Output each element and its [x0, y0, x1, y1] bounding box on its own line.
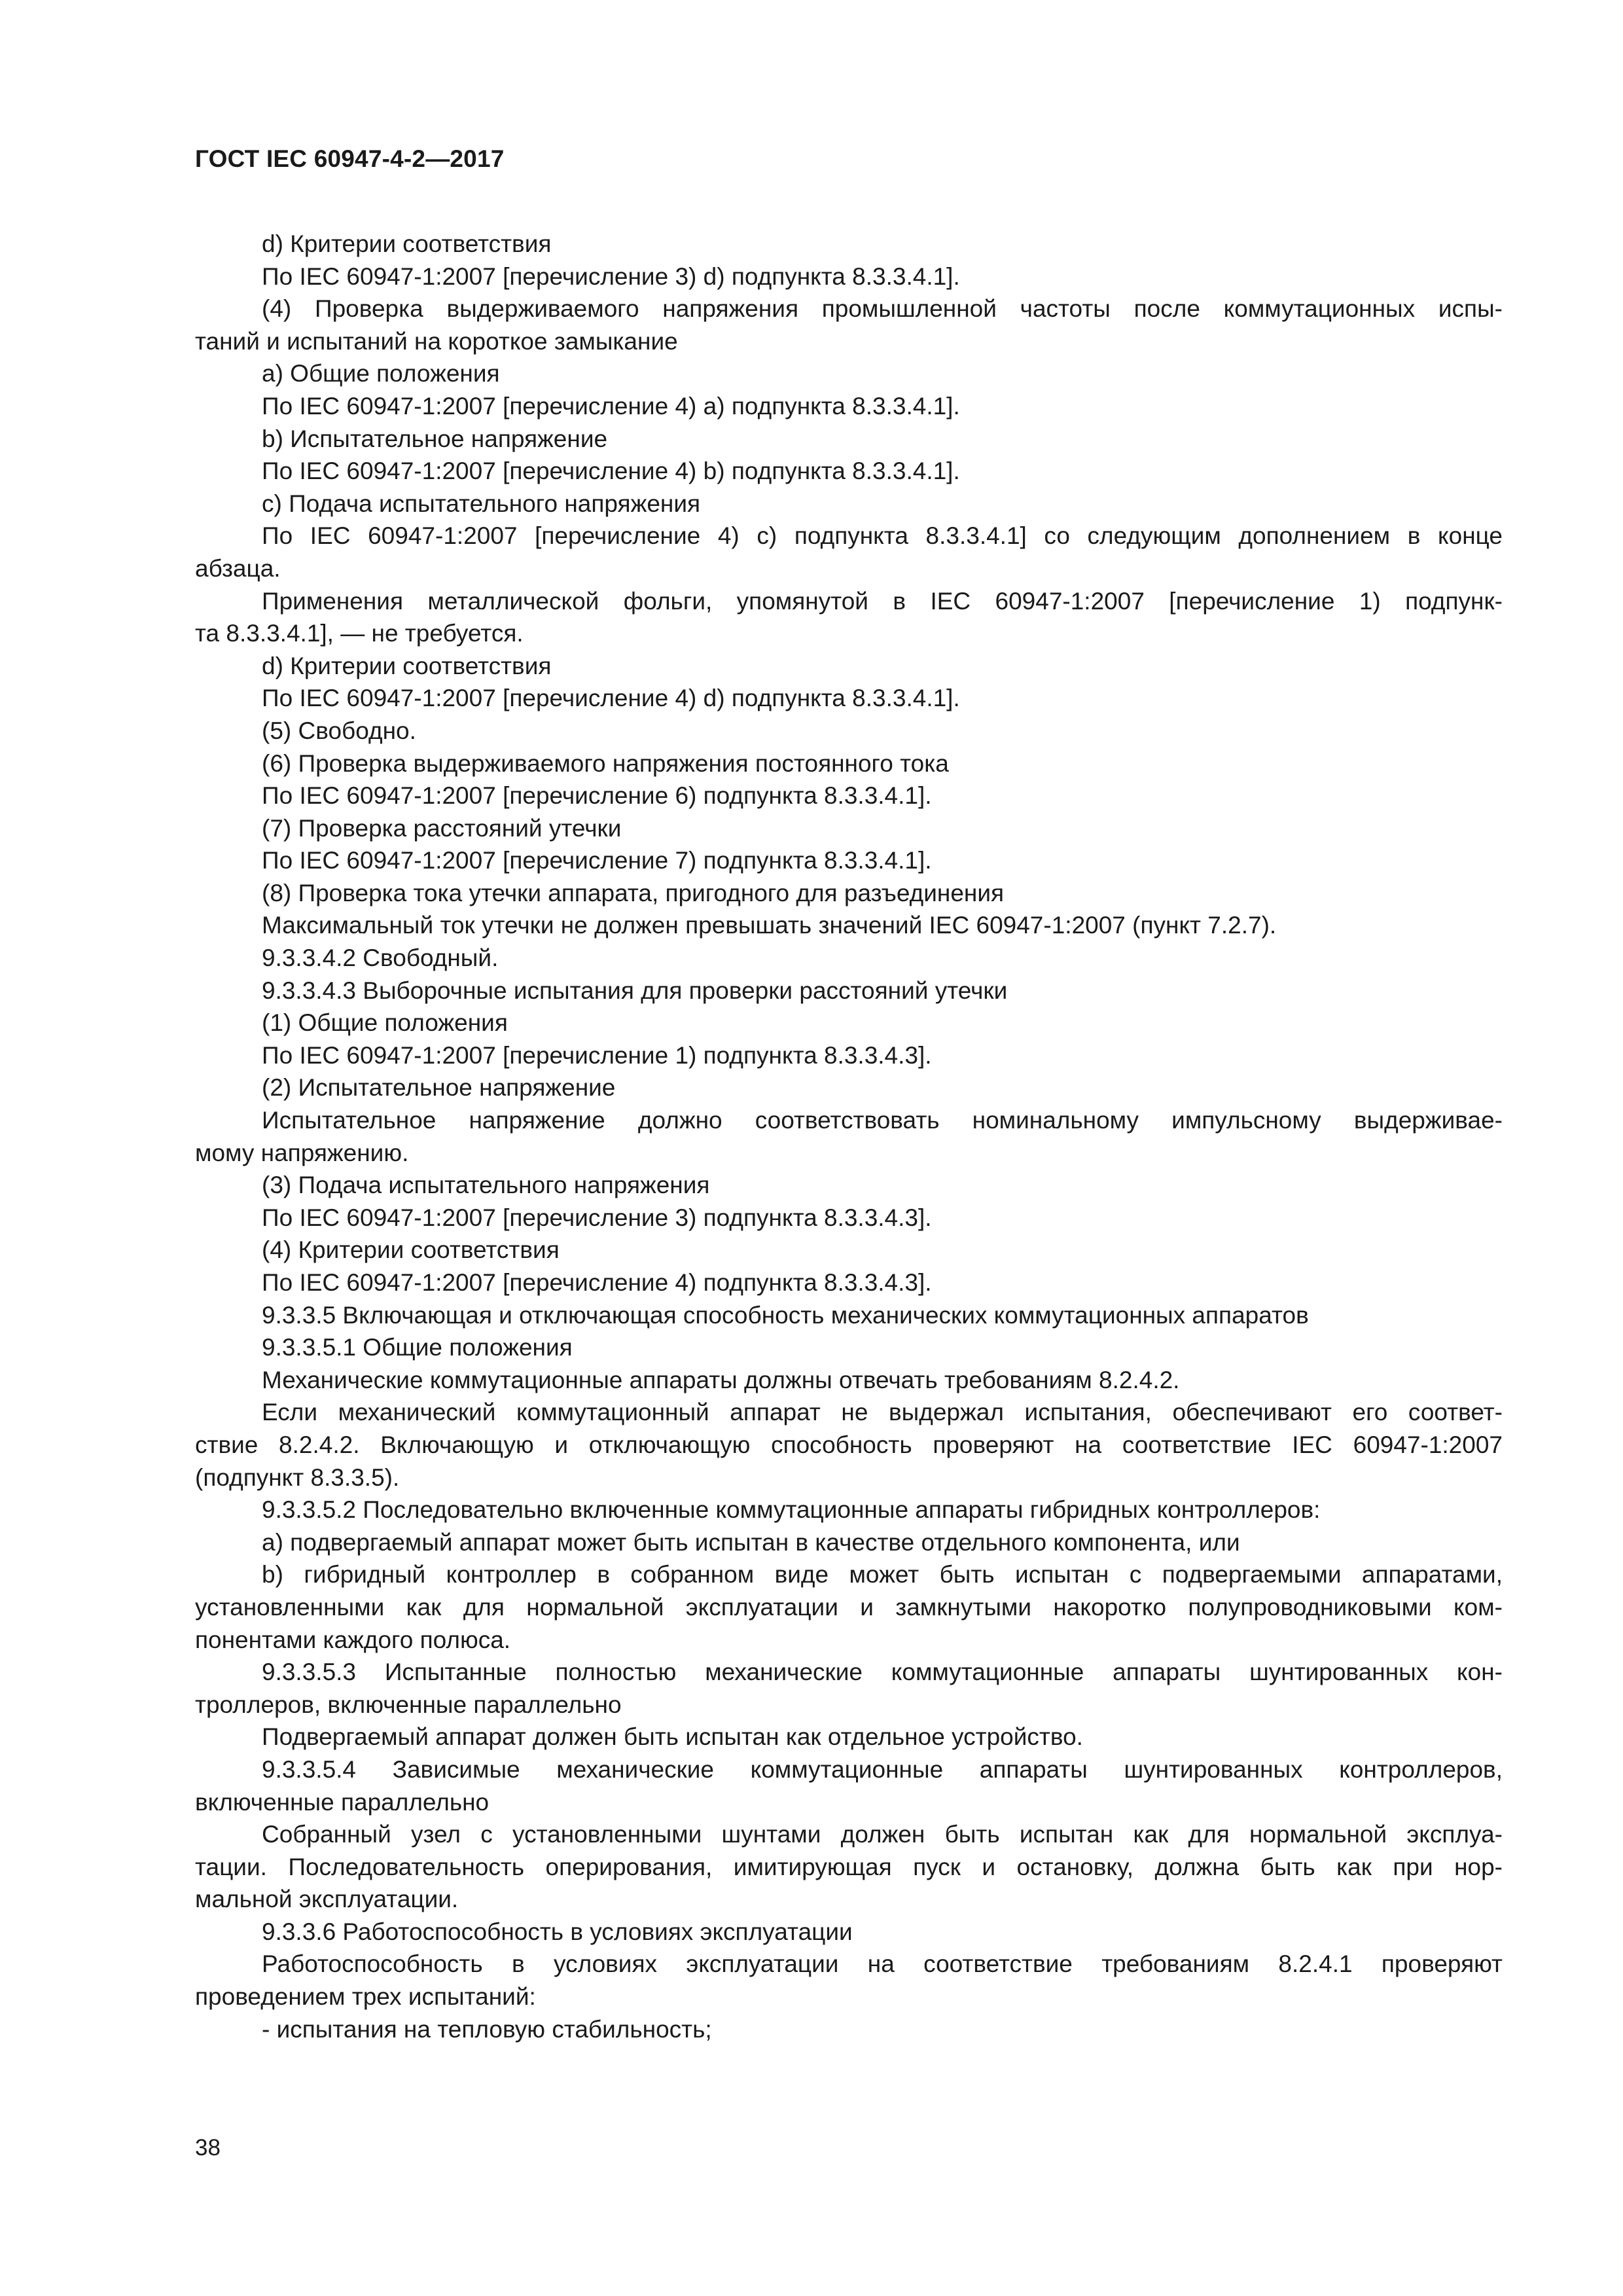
text-line: Испытательное напряжение должно соответствовать номинальному импульсному выдерживае- — [262, 1107, 1503, 1134]
text-line: мому напряжению. — [195, 1139, 409, 1166]
document-body — [195, 228, 1503, 2045]
document-header: ГОСТ IEC 60947-4-2—2017 — [195, 145, 505, 172]
text-line: c) Подача испытательного напряжения — [262, 490, 701, 517]
text-line: a) Общие положения — [262, 360, 500, 387]
text-line: проведением трех испытаний: — [195, 1983, 536, 2011]
text-line: установленными как для нормальной эксплуатации и замкнутыми накоротко полупроводниковыми ком- — [195, 1593, 1503, 1621]
text-line: абзаца. — [195, 554, 281, 582]
text-line: b) гибридный контроллер в собранном виде может быть испытан с подвергаемыми аппаратами, — [262, 1561, 1503, 1588]
text-line: Если механический коммутационный аппарат не выдержал испытания, обеспечивают его соответ- — [262, 1399, 1503, 1426]
text-line: ствие 8.2.4.2. Включающую и отключающую способность проверяют на соответствие IEC 60947-1:2007 — [195, 1431, 1503, 1458]
text-line: По IEC 60947-1:2007 [перечисление 4) c) подпункта 8.3.3.4.1] со следующим дополнением в конце — [262, 522, 1503, 550]
page-number: 38 — [195, 2135, 221, 2161]
text-line: Механические коммутационные аппараты должны отвечать требованиям 8.2.4.2. — [262, 1366, 1180, 1393]
text-line: По IEC 60947-1:2007 [перечисление 1) подпункта 8.3.3.4.3]. — [262, 1041, 932, 1069]
text-line: Собранный узел с установленными шунтами должен быть испытан как для нормальной эксплуа- — [262, 1821, 1503, 1848]
text-line: таний и испытаний на короткое замыкание — [195, 327, 678, 355]
text-line: a) подвергаемый аппарат может быть испытан в качестве отдельного компонента, или — [262, 1528, 1240, 1556]
text-line: понентами каждого полюса. — [195, 1626, 511, 1653]
text-line: По IEC 60947-1:2007 [перечисление 4) d) подпункта 8.3.3.4.1]. — [262, 685, 960, 712]
text-line: та 8.3.3.4.1], — не требуется. — [195, 620, 524, 647]
text-line: (2) Испытательное напряжение — [262, 1074, 616, 1102]
text-line: тации. Последовательность оперирования, имитирующая пуск и остановку, должна быть как при нор- — [195, 1853, 1503, 1880]
text-line: (4) Проверка выдерживаемого напряжения промышленной частоты после коммутационных испы- — [262, 295, 1503, 323]
text-line: троллеров, включенные параллельно — [195, 1691, 622, 1718]
text-line: (1) Общие положения — [262, 1009, 508, 1037]
text-line: 9.3.3.5.1 Общие положения — [262, 1334, 573, 1361]
text-line: По IEC 60947-1:2007 [перечисление 4) b) подпункта 8.3.3.4.1]. — [262, 457, 960, 485]
text-line: По IEC 60947-1:2007 [перечисление 4) a) подпункта 8.3.3.4.1]. — [262, 392, 960, 420]
text-line: (5) Свободно. — [262, 717, 416, 744]
text-line: мальной эксплуатации. — [195, 1886, 459, 1913]
text-line: Применения металлической фольги, упомянутой в IEC 60947-1:2007 [перечисление 1) подпунк- — [262, 587, 1503, 615]
text-line: (подпункт 8.3.3.5). — [195, 1463, 400, 1491]
text-line: (8) Проверка тока утечки аппарата, пригодного для разъединения — [262, 879, 1005, 906]
text-line: По IEC 60947-1:2007 [перечисление 6) подпункта 8.3.3.4.1]. — [262, 782, 932, 810]
text-line: По IEC 60947-1:2007 [перечисление 3) подпункта 8.3.3.4.3]. — [262, 1204, 932, 1231]
text-line: По IEC 60947-1:2007 [перечисление 3) d) подпункта 8.3.3.4.1]. — [262, 262, 960, 290]
text-line: (3) Подача испытательного напряжения — [262, 1172, 710, 1199]
text-line: 9.3.3.5.4 Зависимые механические коммутационные аппараты шунтированных контроллеров, — [262, 1755, 1503, 1783]
text-line: d) Критерии соответствия — [262, 652, 552, 679]
text-line: 9.3.3.5.2 Последовательно включенные коммутационные аппараты гибридных контроллеров: — [262, 1496, 1321, 1524]
text-line: d) Критерии соответствия — [262, 230, 552, 257]
text-line: b) Испытательное напряжение — [262, 425, 608, 452]
text-line: Работоспособность в условиях эксплуатации на соответствие требованиям 8.2.4.1 проверяют — [262, 1950, 1503, 1978]
text-line: 9.3.3.6 Работоспособность в условиях эксплуатации — [262, 1918, 853, 1945]
text-line: Подвергаемый аппарат должен быть испытан как отдельное устройство. — [262, 1723, 1083, 1751]
text-line: (7) Проверка расстояний утечки — [262, 814, 622, 842]
text-line: (6) Проверка выдерживаемого напряжения постоянного тока — [262, 749, 949, 777]
text-line: 9.3.3.4.2 Свободный. — [262, 944, 499, 972]
text-line: - испытания на тепловую стабильность; — [262, 2015, 712, 2043]
text-line: 9.3.3.5.3 Испытанные полностью механические коммутационные аппараты шунтированных кон- — [262, 1659, 1503, 1686]
text-line: 9.3.3.5 Включающая и отключающая способность механических коммутационных аппаратов — [262, 1301, 1309, 1329]
text-line: включенные параллельно — [195, 1788, 490, 1816]
text-line: 9.3.3.4.3 Выборочные испытания для проверки расстояний утечки — [262, 977, 1008, 1004]
text-line: Максимальный ток утечки не должен превышать значений IEC 60947-1:2007 (пункт 7.2.7). — [262, 912, 1277, 939]
text-line: По IEC 60947-1:2007 [перечисление 4) подпункта 8.3.3.4.3]. — [262, 1269, 932, 1296]
text-line: (4) Критерии соответствия — [262, 1236, 560, 1264]
text-line: По IEC 60947-1:2007 [перечисление 7) подпункта 8.3.3.4.1]. — [262, 847, 932, 874]
